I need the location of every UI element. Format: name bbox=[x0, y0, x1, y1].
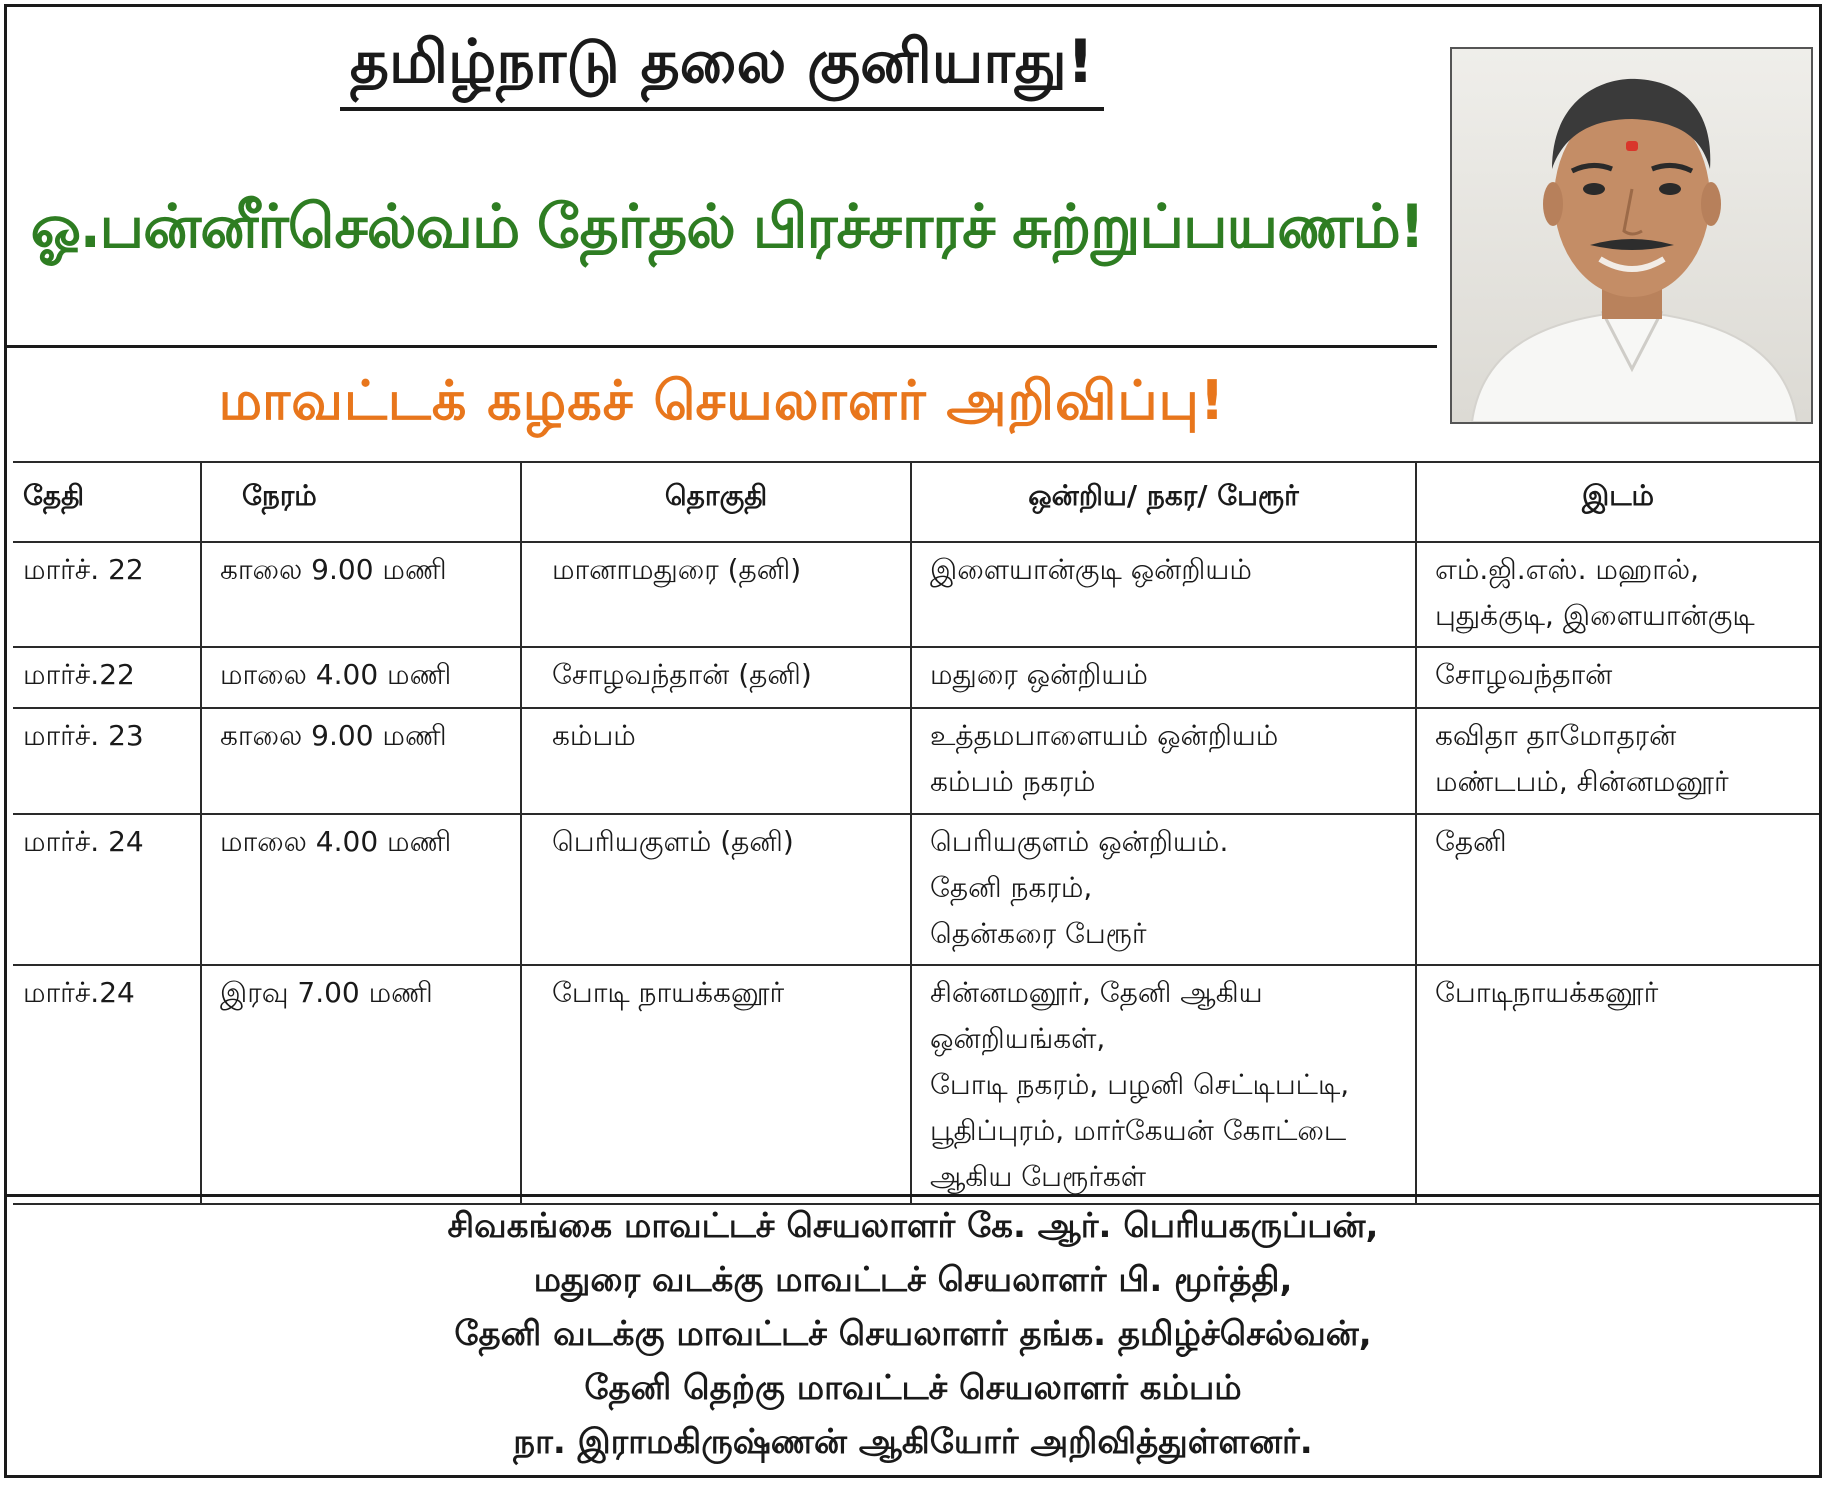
place-line: சோழவந்தான் bbox=[1435, 658, 1613, 691]
union-line: மதுரை ஒன்றியம் bbox=[930, 658, 1148, 691]
union-line: ஆகிய பேரூர்கள் bbox=[930, 1160, 1147, 1193]
place-line: எம்.ஜி.எஸ். மஹால், bbox=[1435, 553, 1699, 586]
date-cell: மார்ச். 24 bbox=[13, 814, 201, 965]
footer-line: மதுரை வடக்கு மாவட்டச் செயலாளர் பி. மூர்த்தி, bbox=[533, 1260, 1293, 1300]
place-line: புதுக்குடி, இளையான்குடி bbox=[1435, 599, 1755, 632]
date-cell: மார்ச். 23 bbox=[13, 708, 201, 814]
footer-line: தேனி தெற்கு மாவட்டச் செயலாளர் கம்பம் bbox=[584, 1368, 1242, 1408]
place-line: மண்டபம், சின்னமனூர் bbox=[1435, 765, 1729, 798]
union-line: ஒன்றியங்கள், bbox=[930, 1022, 1106, 1055]
union-cell bbox=[911, 965, 1416, 1204]
portrait-photo-drawing bbox=[1452, 49, 1811, 422]
union-line: பெரியகுளம் ஒன்றியம். bbox=[930, 825, 1229, 858]
table-row bbox=[13, 647, 1819, 708]
union-line: போடி நகரம், பழனி செட்டிபட்டி, bbox=[930, 1068, 1350, 1101]
union-line: பூதிப்புரம், மார்கேயன் கோட்டை bbox=[930, 1114, 1347, 1147]
table-row bbox=[13, 965, 1819, 1204]
union-cell bbox=[911, 647, 1416, 708]
time-cell: மாலை 4.00 மணி bbox=[201, 647, 521, 708]
time-cell: காலை 9.00 மணி bbox=[201, 542, 521, 647]
place-cell bbox=[1416, 708, 1819, 814]
time-cell: மாலை 4.00 மணி bbox=[201, 814, 521, 965]
place-cell bbox=[1416, 542, 1819, 647]
announcement-poster bbox=[4, 4, 1822, 1478]
constituency-cell: மானாமதுரை (தனி) bbox=[521, 542, 911, 647]
campaign-schedule-table bbox=[13, 461, 1819, 1205]
constituency-cell: சோழவந்தான் (தனி) bbox=[521, 647, 911, 708]
time-cell: இரவு 7.00 மணி bbox=[201, 965, 521, 1204]
union-cell bbox=[911, 542, 1416, 647]
place-line: போடிநாயக்கனூர் bbox=[1435, 976, 1659, 1009]
time-cell: காலை 9.00 மணி bbox=[201, 708, 521, 814]
constituency-cell: கம்பம் bbox=[521, 708, 911, 814]
union-cell bbox=[911, 814, 1416, 965]
constituency-cell: போடி நாயக்கனூர் bbox=[521, 965, 911, 1204]
table-header-row bbox=[13, 462, 1819, 542]
footer-line: தேனி வடக்கு மாவட்டச் செயலாளர் தங்க. தமிழ்ச்செல்வன், bbox=[454, 1314, 1372, 1354]
union-line: கம்பம் நகரம் bbox=[930, 765, 1096, 798]
place-cell bbox=[1416, 814, 1819, 965]
union-line: உத்தமபாளையம் ஒன்றியம் bbox=[930, 719, 1279, 752]
union-line: தேனி நகரம், bbox=[930, 871, 1093, 904]
column-header-date: தேதி bbox=[13, 462, 201, 542]
slogan-text: தமிழ்நாடு தலை குனியாது! bbox=[340, 27, 1104, 111]
column-header-union: ஒன்றிய/ நகர/ பேரூர் bbox=[911, 462, 1416, 542]
union-cell bbox=[911, 708, 1416, 814]
place-cell bbox=[1416, 647, 1819, 708]
subtitle: மாவட்டக் கழகச் செயலாளர் அறிவிப்பு! bbox=[218, 369, 1226, 432]
place-line: தேனி bbox=[1435, 825, 1507, 858]
announcement-footer bbox=[7, 1199, 1819, 1469]
union-line: தென்கரை பேரூர் bbox=[930, 917, 1147, 950]
column-header-time: நேரம் bbox=[201, 462, 521, 542]
date-cell: மார்ச். 22 bbox=[13, 542, 201, 647]
slogan bbox=[7, 27, 1437, 111]
union-line: சின்னமனூர், தேனி ஆகிய bbox=[930, 976, 1263, 1009]
title-divider bbox=[7, 345, 1437, 348]
constituency-cell: பெரியகுளம் (தனி) bbox=[521, 814, 911, 965]
union-line: இளையான்குடி ஒன்றியம் bbox=[930, 553, 1252, 586]
column-header-place: இடம் bbox=[1416, 462, 1819, 542]
portrait-photo bbox=[1450, 47, 1813, 424]
main-title: ஓ.பன்னீர்செல்வம் தேர்தல் பிரச்சாரச் சுற்றுப்பயணம்! bbox=[30, 192, 1424, 262]
footer-divider bbox=[7, 1194, 1819, 1197]
table-row bbox=[13, 542, 1819, 647]
table-row bbox=[13, 814, 1819, 965]
table-row bbox=[13, 708, 1819, 814]
poster-header bbox=[7, 7, 1437, 452]
place-cell bbox=[1416, 965, 1819, 1204]
date-cell: மார்ச்.22 bbox=[13, 647, 201, 708]
footer-line: நா. இராமகிருஷ்ணன் ஆகியோர் அறிவித்துள்ளனர். bbox=[513, 1422, 1313, 1462]
column-header-constituency: தொகுதி bbox=[521, 462, 911, 542]
date-cell: மார்ச்.24 bbox=[13, 965, 201, 1204]
place-line: கவிதா தாமோதரன் bbox=[1435, 719, 1677, 752]
footer-line: சிவகங்கை மாவட்டச் செயலாளர் கே. ஆர். பெரியகருப்பன், bbox=[447, 1206, 1379, 1246]
